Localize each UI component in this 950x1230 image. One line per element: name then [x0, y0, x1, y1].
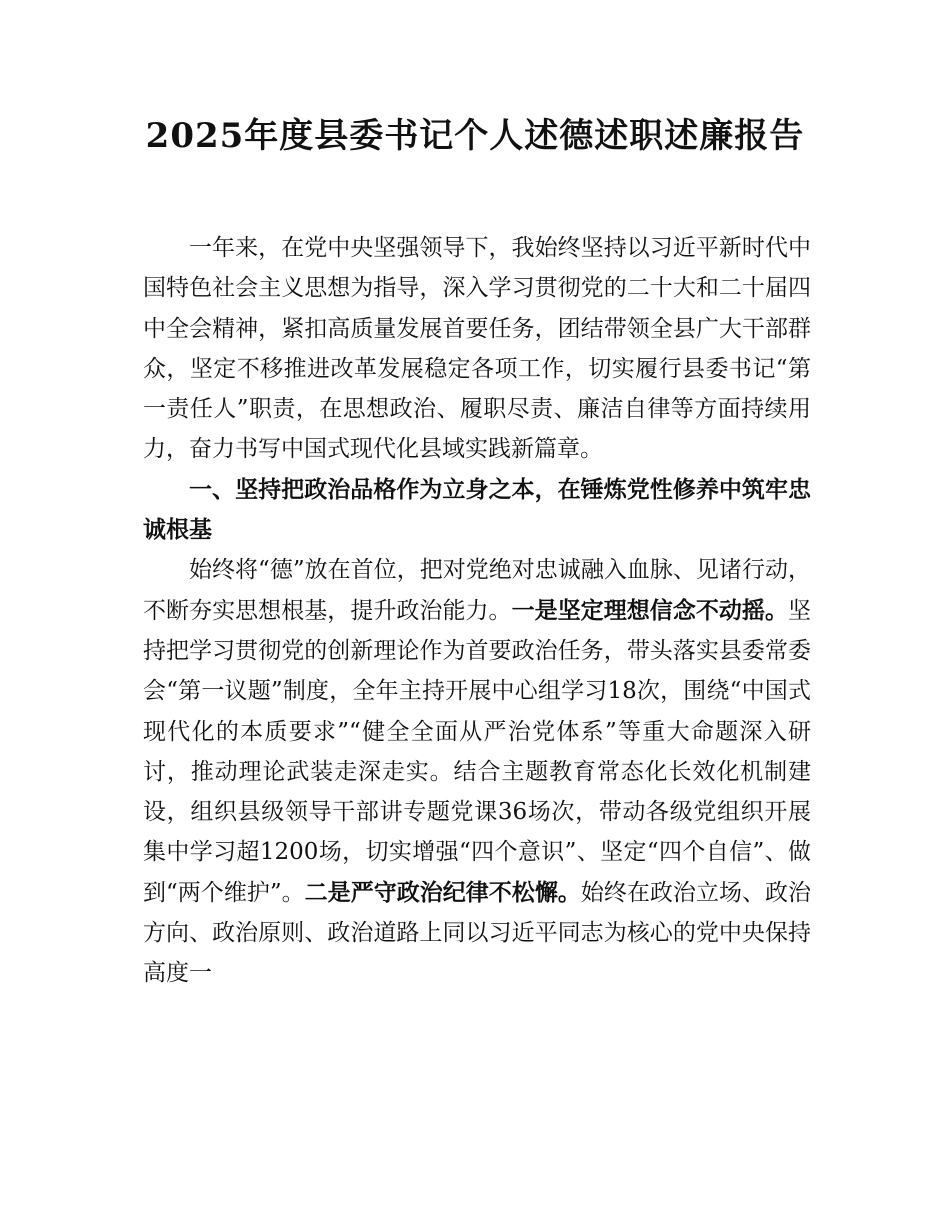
intro-paragraph: 一年来，在党中央坚强领导下，我始终坚持以习近平新时代中国特色社会主义思想为指导，深入学习贯彻党的二十大和二十届四中全会精神，紧扣高质量发展首要任务，团结带领全县广大干部群众，坚定不移推进改革发展稳定各项工作，切实履行县委书记“第一责任人”职责，在思想政治、履职尽责、廉洁自律等方面持续用力，奋力书写中国式现代化县域实践新篇章。 — [143, 235, 811, 463]
bold-point-1: 一是坚定理想信念不动摇。 — [511, 597, 789, 624]
document-body — [143, 228, 811, 994]
section-paragraph — [143, 550, 811, 993]
bold-point-2: 二是严守政治纪律不松懈。 — [304, 879, 581, 906]
point-1-text: 坚持把学习贯彻党的创新理论作为首要政治任务，带头落实县委常委会“第一议题”制度，全年主持开展中心组学习18次，围绕“中国式现代化的本质要求”“健全全面从严治党体系”等重大命题深入研讨，推动理论武装走深走实。结合主题教育常态化长效化机制建设，组织县级领导干部讲专题党课36场次，带动各级党组织开展集中学习超1200场，切实增强“四个意识”、坚定“四个自信”、做到“两个维护”。 — [143, 597, 812, 906]
point-2-text: 始终在政治立场、政治方向、政治原则、政治道路上同以习近平同志为核心的党中央保持高度一 — [143, 879, 812, 987]
section-heading: 一、坚持把政治品格作为立身之本，在锤炼党性修养中筑牢忠诚根基 — [143, 476, 811, 544]
page-title: 2025年度县委书记个人述德述职述廉报告 — [145, 116, 805, 156]
paragraph-lead-text: 始终将“德”放在首位，把对党绝对忠诚融入血脉、见诸行动，不断夯实思想根基，提升政治能力。 — [143, 557, 811, 624]
